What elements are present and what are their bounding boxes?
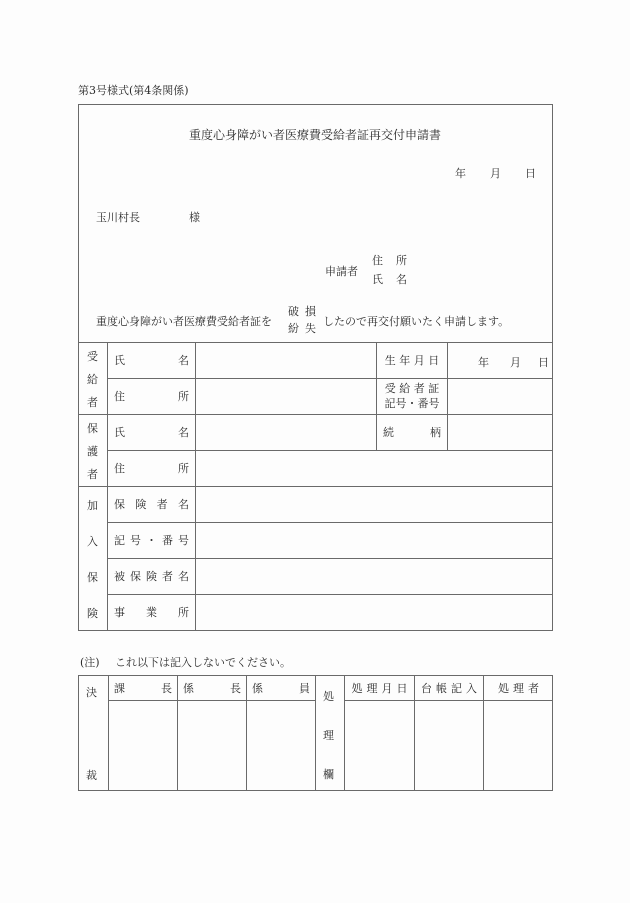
label-char: 号 [130, 534, 141, 547]
recipient-cert-field[interactable] [448, 379, 553, 414]
label-char: 名 [177, 498, 189, 511]
insurer-name-label [108, 486, 195, 522]
label-char: 号 [178, 534, 189, 547]
label-char: 険 [146, 570, 157, 583]
applicant-address-label-1: 住 [372, 254, 383, 267]
recipient-birthdate-field[interactable] [448, 342, 553, 378]
cert-label-line2: 記号・番号 [384, 397, 440, 410]
applicant-label: 申請者 [325, 265, 358, 278]
label-char: 続 [383, 426, 394, 439]
processing-date-field[interactable] [345, 701, 414, 790]
insurance-group-label [78, 497, 107, 621]
processing-col-ledger [415, 676, 483, 700]
approval-col-unit-chief [178, 676, 246, 700]
label-char: 業 [146, 606, 157, 619]
label-char: 課 [114, 682, 125, 695]
label-char: 被 [114, 570, 125, 583]
label-char: 員 [299, 682, 310, 695]
label-char: 名 [178, 426, 189, 439]
note-text: これ以下は記入しないでください。 [115, 656, 291, 669]
group-char: 者 [87, 396, 98, 409]
statement-prefix: 重度心身障がい者医療費受給者証を [96, 315, 272, 328]
cert-label-line1: 受 給 者 証 [384, 382, 440, 395]
group-char: 入 [87, 535, 98, 548]
col-header-text: 処理者 [498, 682, 543, 695]
label-char: 長 [161, 682, 172, 695]
label-char: 係 [252, 682, 263, 695]
date-year: 年 [455, 167, 466, 180]
group-char: 保 [87, 571, 98, 584]
date-month: 月 [490, 167, 501, 180]
processing-ledger-field[interactable] [415, 701, 483, 790]
workplace-label [108, 594, 195, 630]
recipient-address-label [108, 378, 195, 414]
option-lost-1[interactable]: 紛 [288, 322, 299, 335]
label-char: 長 [230, 682, 241, 695]
approval-col-section-chief [109, 676, 177, 700]
processing-col-handler [484, 676, 553, 700]
col-header-text: 台帳記入 [421, 682, 481, 695]
label-char: 所 [178, 606, 189, 619]
insured-name-label [108, 558, 195, 594]
label-char: 氏 [114, 354, 125, 367]
processing-handler-field[interactable] [484, 701, 553, 790]
recipient-name-label [108, 342, 195, 378]
group-char: 者 [87, 468, 98, 481]
processing-label-3: 欄 [323, 768, 334, 781]
label-char: 所 [178, 462, 189, 475]
label-char: 住 [114, 390, 125, 403]
option-damaged-2[interactable]: 損 [305, 305, 316, 318]
approval-label-1: 決 [86, 686, 97, 699]
group-char: 受 [87, 350, 98, 363]
label-char: 者 [162, 570, 173, 583]
guardian-relation-field[interactable] [448, 415, 553, 450]
group-char: 給 [87, 373, 98, 386]
recipient-name-field[interactable] [196, 343, 376, 378]
option-damaged-1[interactable]: 破 [288, 305, 299, 318]
label-char: 保 [130, 570, 141, 583]
birthdate-label-text: 生 年 月 日 [384, 354, 440, 367]
label-char: 所 [178, 390, 189, 403]
label-char: 保 [114, 498, 125, 511]
birth-day: 日 [538, 356, 549, 369]
approval-stamp-unit-chief[interactable] [178, 701, 246, 790]
label-char: 柄 [430, 426, 441, 439]
option-lost-2[interactable]: 失 [305, 322, 316, 335]
approval-stamp-section-chief[interactable] [109, 701, 177, 790]
col-line [315, 675, 316, 791]
addressee-honorific: 様 [189, 211, 200, 224]
label-char: 険 [135, 498, 147, 511]
label-char: 住 [114, 462, 125, 475]
applicant-name-label-2: 名 [396, 273, 407, 286]
applicant-name-label-1: 氏 [372, 273, 383, 286]
insured-name-field[interactable] [196, 559, 553, 594]
approval-label-2: 裁 [86, 769, 97, 782]
label-char: 係 [183, 682, 194, 695]
guardian-name-label [108, 414, 195, 450]
applicant-address-label-2: 所 [396, 254, 407, 267]
insurer-name-field[interactable] [196, 487, 553, 522]
recipient-birthdate-label [377, 342, 447, 378]
workplace-field[interactable] [196, 595, 553, 630]
group-char: 保 [87, 422, 98, 435]
guardian-name-field[interactable] [196, 415, 376, 450]
statement-suffix: したので再交付願いたく申請します。 [323, 315, 510, 328]
note-prefix: (注) [80, 656, 100, 669]
guardian-group-label [78, 420, 107, 482]
addressee-name: 玉川村長 [96, 211, 140, 224]
label-char: 者 [156, 498, 168, 511]
col-header-text: 処理月日 [351, 682, 412, 695]
processing-col-date [345, 676, 414, 700]
guardian-address-label [108, 450, 195, 486]
insurance-number-label [108, 522, 195, 558]
guardian-address-field[interactable] [196, 451, 553, 486]
approval-col-staff [247, 676, 315, 700]
form-title: 重度心身障がい者医療費受給者証再交付申請書 [188, 128, 441, 142]
label-char: ・ [146, 534, 157, 547]
guardian-relation-label [377, 414, 447, 450]
label-char: 氏 [114, 426, 125, 439]
approval-stamp-staff[interactable] [247, 701, 315, 790]
group-char: 加 [87, 499, 98, 512]
label-char: 事 [114, 606, 125, 619]
group-char: 護 [87, 445, 98, 458]
group-char: 険 [87, 607, 98, 620]
birth-month: 月 [510, 356, 521, 369]
label-char: 名 [178, 354, 189, 367]
recipient-group-label [78, 348, 107, 410]
processing-label-1: 処 [323, 690, 334, 703]
label-char: 名 [178, 570, 189, 583]
label-char: 番 [162, 534, 173, 547]
label-char: 記 [114, 534, 125, 547]
form-number: 第3号様式(第4条関係) [78, 84, 189, 97]
recipient-address-field[interactable] [196, 379, 376, 414]
insurance-number-field[interactable] [196, 523, 553, 558]
birth-year: 年 [478, 356, 489, 369]
processing-label-2: 理 [323, 729, 334, 742]
recipient-cert-label [377, 381, 447, 411]
date-day: 日 [525, 167, 536, 180]
